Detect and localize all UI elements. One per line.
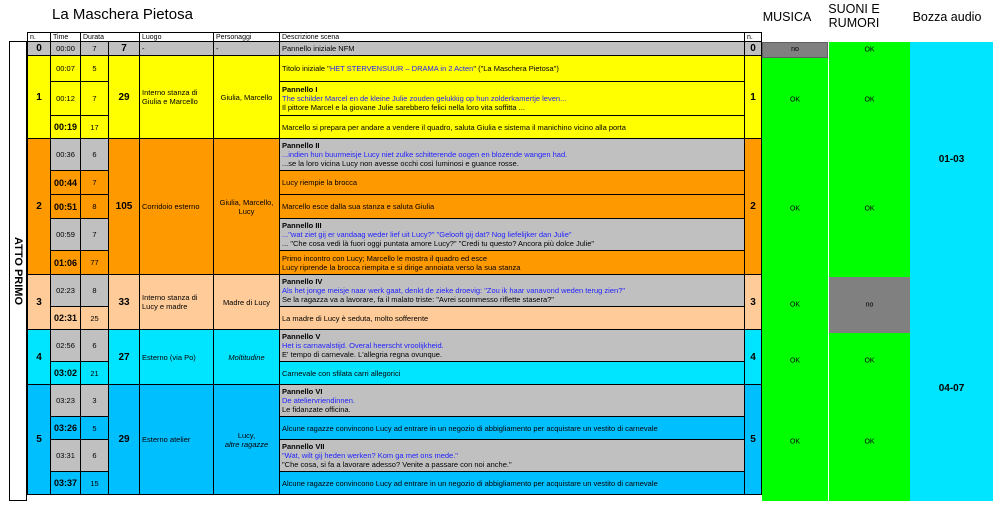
scene-personaggi: Lucy, altre ragazze (214, 385, 280, 495)
scene-number-right: 3 (745, 275, 762, 330)
scene-luogo: Esterno (via Po) (140, 330, 214, 385)
scene-time: 00:44 (51, 171, 81, 195)
scene-description: Alcune ragazze convincono Lucy ad entrare in un negozio di abbigliamento per acquistare un vestito di carnevale (280, 417, 745, 440)
col-personaggi: Personaggi (214, 33, 280, 42)
table-row (28, 56, 762, 82)
scene-number-right: 4 (745, 330, 762, 385)
suoni-scene4: OK (864, 357, 875, 365)
scene-duration: 7 (81, 171, 109, 195)
musica-scene3: OK (789, 301, 801, 309)
scene-duration: 6 (81, 440, 109, 472)
scene-total: 29 (109, 56, 140, 139)
page-title: La Maschera Pietosa (52, 6, 193, 23)
suoni-scene5: OK (864, 438, 875, 446)
scene-time: 00:51 (51, 195, 81, 219)
musica-scene2: OK (789, 205, 801, 213)
panel-description: Pannello II ...indien hun buurmeisje Lucy niet zulke schitterende oogen en blozende wangen had. ...se la loro vicina Lucy non avesse occhi così luminosi e guance rosse. (280, 139, 745, 171)
scene-time: 00:00 (51, 42, 81, 56)
scene-total: 27 (109, 330, 140, 385)
table-row (28, 385, 762, 417)
suoni-scene1: OK (864, 96, 875, 104)
table-row (28, 330, 762, 362)
scene-duration: 6 (81, 139, 109, 171)
scene-number-right: 2 (745, 139, 762, 275)
suoni-scene2: OK (864, 205, 875, 213)
scene-description: La madre di Lucy è seduta, molto sofferente (280, 307, 745, 330)
scene-duration: 21 (81, 362, 109, 385)
scene-number-right: 1 (745, 56, 762, 139)
scene-time: 03:26 (51, 417, 81, 440)
scene-time: 00:36 (51, 139, 81, 171)
scene-personaggi: Moltitudine (214, 330, 280, 385)
scene-duration: 3 (81, 385, 109, 417)
scene-number: 4 (28, 330, 51, 385)
scene-total: 7 (109, 42, 140, 56)
scene-duration: 77 (81, 251, 109, 275)
musica-column (762, 42, 828, 501)
scene-total: 105 (109, 139, 140, 275)
scene-time: 03:23 (51, 385, 81, 417)
scene-time: 00:12 (51, 82, 81, 116)
col-time: Time (51, 33, 81, 42)
bozza-label-a: 01-03 (938, 154, 965, 165)
panel-description: Pannello VII "Wat, wilt gij heden werken? Kom ga met ons mede." "Che cosa, si fa a lavorare adesso? Venite a passare con noi anche." (280, 440, 745, 472)
scene-time: 03:37 (51, 472, 81, 495)
scene-description: Carnevale con sfilata carri allegorici (280, 362, 745, 385)
col-descrizione: Descrizione scena (280, 33, 745, 42)
scene-luogo: Esterno atelier (140, 385, 214, 495)
scene-number: 3 (28, 275, 51, 330)
musica-header: MUSICA (762, 10, 812, 24)
scene-number: 0 (28, 42, 51, 56)
musica-scene0: no (762, 42, 828, 58)
table-row (28, 139, 762, 171)
suoni-scene0: OK (864, 46, 875, 54)
scene-duration: 5 (81, 417, 109, 440)
scene-duration: 7 (81, 82, 109, 116)
scene-table (27, 32, 762, 495)
scene-number-right: 5 (745, 385, 762, 495)
col-durata: Durata (81, 33, 140, 42)
scene-duration: 8 (81, 275, 109, 307)
scene-luogo: - (140, 42, 214, 56)
scene-number: 1 (28, 56, 51, 139)
scene-duration: 25 (81, 307, 109, 330)
scene-description: Pannello iniziale NFM (280, 42, 745, 56)
scene-time: 02:23 (51, 275, 81, 307)
musica-scene1: OK (789, 96, 801, 104)
scene-duration: 17 (81, 116, 109, 139)
scene-duration: 7 (81, 219, 109, 251)
scene-time: 01:06 (51, 251, 81, 275)
panel-description: Pannello V Het is carnavalstijd. Overal heerscht vroolijkheid. E' tempo di carnevale. L'allegria regna ovunque. (280, 330, 745, 362)
scene-duration: 7 (81, 42, 109, 56)
scene-duration: 8 (81, 195, 109, 219)
scene-description: Alcune ragazze convincono Lucy ad entrare in un negozio di abbigliamento per acquistare un vestito di carnevale (280, 472, 745, 495)
table-row (28, 42, 762, 56)
scene-time: 00:59 (51, 219, 81, 251)
scene-description: Marcello si prepara per andare a vendere il quadro, saluta Giulia e sistema il manichino vicino alla porta (280, 116, 745, 139)
scene-total: 33 (109, 275, 140, 330)
scene-time: 00:19 (51, 116, 81, 139)
scene-personaggi: Giulia, Marcello (214, 56, 280, 139)
scene-luogo: Interno stanza di Lucy e madre (140, 275, 214, 330)
scene-description: Titolo iniziale "HET STERVENSUUR – DRAMA in 2 Acten" ("La Maschera Pietosa") (280, 56, 745, 82)
scene-description: Marcello esce dalla sua stanza e saluta Giulia (280, 195, 745, 219)
scene-description: Lucy riempie la brocca (280, 171, 745, 195)
scene-personaggi: Madre di Lucy (214, 275, 280, 330)
scene-luogo: Interno stanza di Giulia e Marcello (140, 56, 214, 139)
col-n: n. (28, 33, 51, 42)
scene-personaggi: Giulia, Marcello, Lucy (214, 139, 280, 275)
panel-description: Pannello III ..."wat ziet gij er vandaag weder lief uit Lucy?" "Gelooft gij dat? Nog liefelijker dan Julie" ... "Che cosa vedi là fuori oggi puntata amore Lucy?" "Credi tu questo? Ancora più dolce Julie" (280, 219, 745, 251)
bozza-header: Bozza audio (912, 10, 982, 24)
scene-personaggi: - (214, 42, 280, 56)
scene-time: 02:31 (51, 307, 81, 330)
suoni-column (829, 42, 910, 501)
scene-number: 2 (28, 139, 51, 275)
musica-scene5: OK (789, 438, 801, 446)
scene-description: Primo incontro con Lucy; Marcello le mostra il quadro ed esce Lucy riprende la brocca riempita e si dirige annoiata verso la sua stanza (280, 251, 745, 275)
bozza-label-b: 04-07 (938, 383, 965, 394)
col-luogo: Luogo (140, 33, 214, 42)
col-n2: n. (745, 33, 762, 42)
panel-description: Pannello I The schilder Marcel en de kleine Julie zouden gelukkig op hun zolderkamertje leven... Il pittore Marcel e la giovane Julie sarebbero felici nella loro vita soffitta ... (280, 82, 745, 116)
table-row (28, 275, 762, 307)
scene-number-right: 0 (745, 42, 762, 56)
scene-time: 02:56 (51, 330, 81, 362)
panel-description: Pannello VI De ateliervriendinnen. Le fidanzate officina. (280, 385, 745, 417)
scene-duration: 15 (81, 472, 109, 495)
suoni-scene3: no (865, 301, 874, 309)
scene-time: 03:31 (51, 440, 81, 472)
scene-duration: 5 (81, 56, 109, 82)
musica-scene4: OK (789, 357, 801, 365)
scene-number: 5 (28, 385, 51, 495)
panel-description: Pannello IV Als het jonge meisje naar werk gaat, denkt de zieke droevig: "Zou ik haar vanavond weden terug zien?" Se la ragazza va a lavorare, fa il malato triste: "Avrei scommesso riflette stasera?" (280, 275, 745, 307)
scene-time: 03:02 (51, 362, 81, 385)
act-label: ATTO PRIMO (9, 41, 27, 501)
suoni-header: SUONI E RUMORI (828, 2, 880, 30)
scene-time: 00:07 (51, 56, 81, 82)
bozza-column (910, 42, 993, 501)
scene-luogo: Corridoio esterno (140, 139, 214, 275)
scene-total: 29 (109, 385, 140, 495)
scene-duration: 6 (81, 330, 109, 362)
header-row (28, 33, 762, 42)
